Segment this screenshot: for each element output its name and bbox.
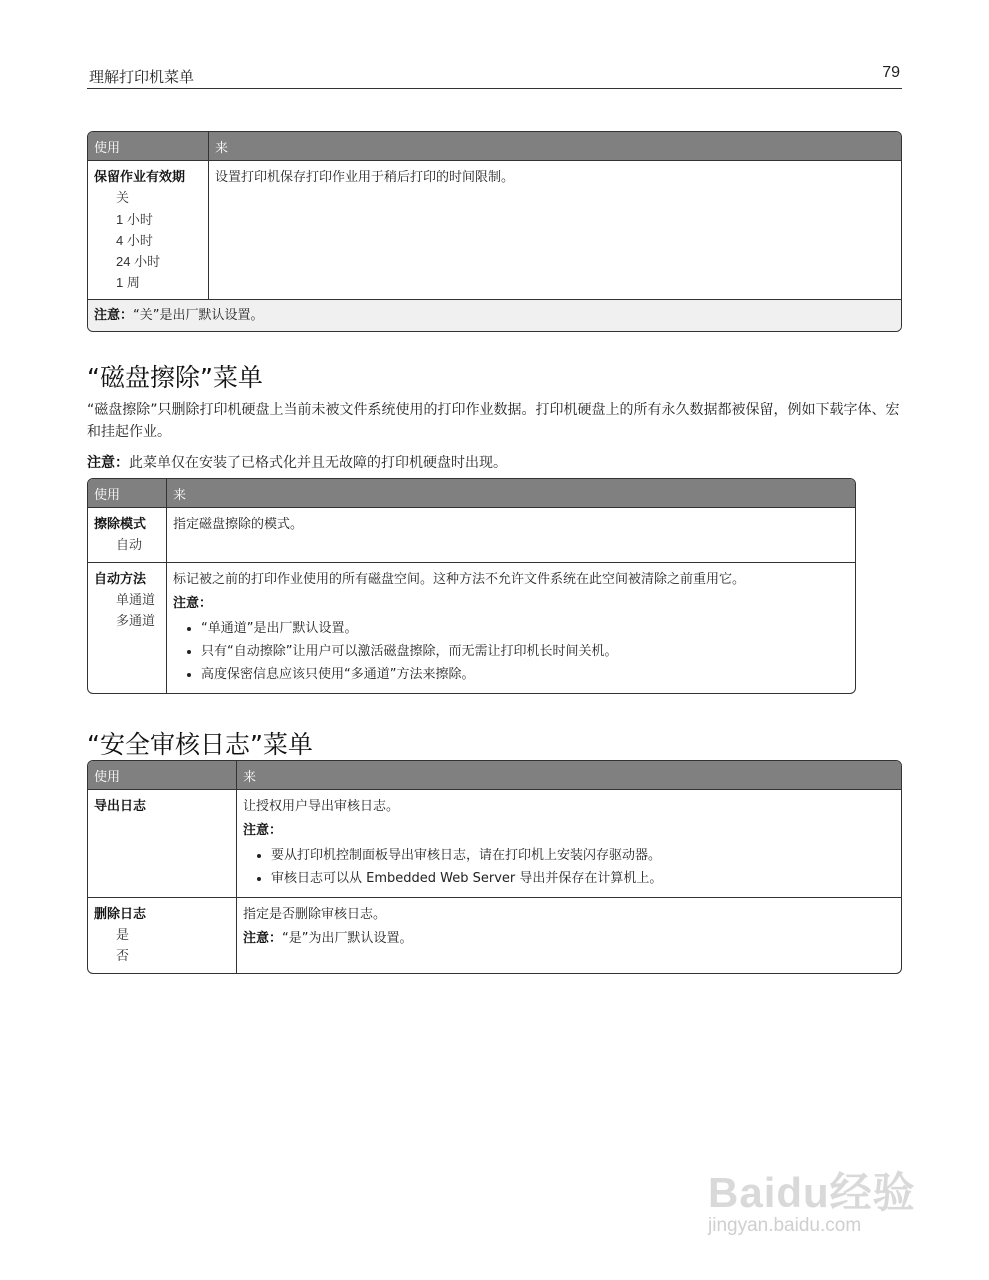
note-text: “是”为出厂默认设置。 bbox=[282, 931, 413, 946]
option-value: 是 bbox=[116, 928, 130, 943]
option-value: 多通道 bbox=[116, 614, 156, 629]
table-row-cell bbox=[88, 507, 166, 562]
option-value: 关 bbox=[116, 191, 130, 206]
list-item: • 要从打印机控制面板导出审核日志，请在打印机上安装闪存驱动器。 bbox=[271, 845, 895, 866]
option-value: 4 小时 bbox=[116, 233, 153, 248]
section-heading-audit-log: “安全审核日志”菜单 bbox=[87, 730, 313, 759]
table-row-cell bbox=[88, 562, 166, 693]
table-row-cell bbox=[88, 789, 236, 897]
note-label: 注意： bbox=[94, 308, 134, 323]
menu-item-label: 自动方法 bbox=[94, 572, 147, 587]
note-cell bbox=[88, 299, 901, 331]
option-value: 1 小时 bbox=[116, 212, 153, 227]
audit-log-table bbox=[87, 760, 902, 974]
note-text: “关”是出厂默认设置。 bbox=[133, 308, 264, 323]
description-cell: 指定磁盘擦除的模式。 bbox=[166, 507, 855, 562]
disk-wipe-table bbox=[87, 478, 856, 694]
col-header-to: 来 bbox=[236, 761, 901, 789]
note-text: 此菜单仅在安装了已格式化并且无故障的打印机硬盘时出现。 bbox=[129, 455, 507, 471]
description-text: 让授权用户导出审核日志。 bbox=[243, 799, 400, 814]
description-cell: 设置打印机保存打印作业用于稍后打印的时间限制。 bbox=[208, 160, 901, 299]
note-line bbox=[243, 928, 895, 949]
note-label: 注意： bbox=[243, 931, 283, 946]
menu-item-label: 保留作业有效期 bbox=[94, 170, 186, 185]
section-intro: “磁盘擦除”只删除打印机硬盘上当前未被文件系统使用的打印作业数据。打印机硬盘上的所有永久数据都被保留，例如下载字体、宏和挂起作业。 bbox=[87, 402, 900, 440]
description-cell bbox=[236, 789, 901, 897]
table-row-cell bbox=[88, 160, 208, 299]
description-text: 指定是否删除审核日志。 bbox=[243, 907, 387, 922]
note-bullet-list bbox=[243, 845, 895, 889]
col-header-to: 来 bbox=[208, 132, 901, 160]
menu-item-label: 删除日志 bbox=[94, 907, 147, 922]
page-header bbox=[87, 64, 902, 89]
option-value: 自动 bbox=[116, 538, 143, 553]
col-header-use: 使用 bbox=[88, 132, 208, 160]
list-item: • “单通道”是出厂默认设置。 bbox=[201, 618, 849, 639]
description-text: 标记被之前的打印作业使用的所有磁盘空间。这种方法不允许文件系统在此空间被清除之前重用它。 bbox=[173, 572, 746, 587]
watermark-url: jingyan.baidu.com bbox=[708, 1215, 862, 1236]
list-item: • 审核日志可以从 Embedded Web Server 导出并保存在计算机上。 bbox=[271, 868, 895, 889]
baidu-logo-icon: Baidu经验 bbox=[708, 1169, 916, 1216]
section-heading-disk-wipe: “磁盘擦除”菜单 bbox=[87, 363, 263, 392]
list-item: • 只有“自动擦除”让用户可以激活磁盘擦除，而无需让打印机长时间关机。 bbox=[201, 641, 849, 662]
note-bullet-list bbox=[173, 618, 849, 685]
menu-item-label: 擦除模式 bbox=[94, 517, 147, 532]
note-label: 注意： bbox=[87, 455, 129, 471]
menu-item-label: 导出日志 bbox=[94, 799, 147, 814]
table-row-cell bbox=[88, 897, 236, 973]
option-value: 单通道 bbox=[116, 593, 156, 608]
job-expiration-table bbox=[87, 131, 902, 332]
col-header-to: 来 bbox=[166, 479, 855, 507]
list-item: • 高度保密信息应该只使用“多通道”方法来擦除。 bbox=[201, 664, 849, 685]
page-header-title: 理解打印机菜单 bbox=[89, 68, 195, 86]
col-header-use: 使用 bbox=[88, 761, 236, 789]
watermark bbox=[708, 1140, 968, 1260]
col-header-use: 使用 bbox=[88, 479, 166, 507]
description-cell bbox=[166, 562, 855, 693]
description-cell bbox=[236, 897, 901, 973]
option-value: 1 周 bbox=[116, 275, 140, 290]
page-number: 79 bbox=[882, 64, 900, 81]
section-note bbox=[87, 452, 902, 474]
note-label: 注意： bbox=[173, 596, 213, 611]
note-label: 注意： bbox=[243, 823, 283, 838]
option-value: 24 小时 bbox=[116, 254, 161, 269]
option-value: 否 bbox=[116, 949, 130, 964]
